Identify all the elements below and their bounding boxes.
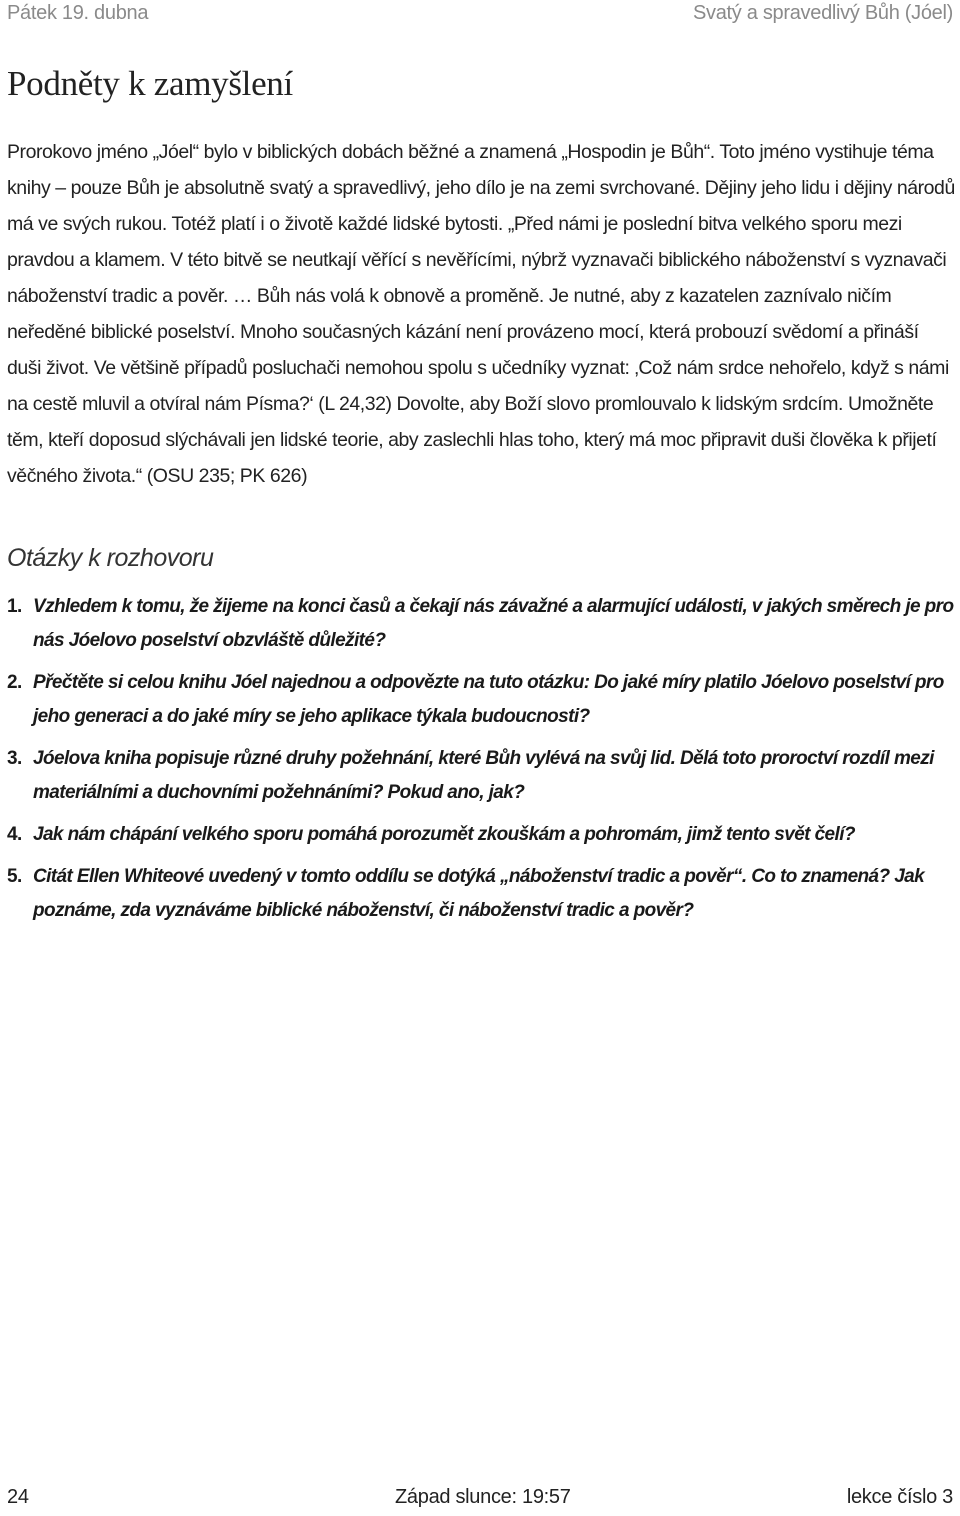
header-date: Pátek 19. dubna: [7, 2, 149, 24]
question-item: [7, 742, 955, 810]
question-number: 3.: [7, 748, 22, 769]
lesson-number: lekce číslo 3: [846, 1486, 953, 1508]
page-number: 24: [7, 1486, 29, 1508]
question-item: [7, 860, 955, 928]
question-item: [7, 818, 955, 852]
body-paragraph: Prorokovo jméno „Jóel“ bylo v biblických dobách běžné a znamená „Hospodin je Bůh“. Toto jméno vystihuje téma knihy – pouze Bůh je absolutně svatý a spravedlivý, jeho dílo je na zemi svrchované. Dějiny jeho lidu i dějiny národů má ve svých rukou. Totéž platí i o životě každé lidské bytosti. „Před námi je poslední bitva velkého sporu mezi pravdou a klamem. V této bitvě se neutkají věřící s nevěřícími, nýbrž vyznavači biblického náboženství s vyznavači náboženství tradic a pověr. … Bůh nás volá k obnově a proměně. Je nutné, aby z kazatelen zaznívalo ničím neředěné biblické poselství. Mnoho současných kázání není provázeno mocí, která probouzí svědomí a přináší duši život. Ve většině případů posluchači nemohou spolu s učedníky vyznat: ‚Což nám srdce nehořelo, když s námi na cestě mluvil a otvíral nám Písma?‘ (L 24,32) Dovolte, aby Boží slovo promlouvalo k lidským srdcím. Umožněte těm, kteří doposud slýchávali jen lidské teorie, aby zaslechli hlas toho, který má moc připravit duši člověka k přijetí věčného života.“ (OSU 235; PK 626): [7, 141, 955, 487]
question-text: Vzhledem k tomu, že žijeme na konci časů a čekají nás závažné a alarmující události, v jakých směrech je pro nás Jóelovo poselství obzvláště důležité?: [33, 596, 954, 651]
question-number: 2.: [7, 672, 22, 693]
questions-heading: Otázky k rozhovoru: [7, 544, 214, 572]
question-item: [7, 666, 955, 734]
question-number: 4.: [7, 824, 22, 845]
page-header: [7, 2, 953, 32]
question-item: [7, 590, 955, 658]
sunset-time: Západ slunce: 19:57: [395, 1486, 571, 1508]
question-text: Jóelova kniha popisuje různé druhy požehnání, které Bůh vylévá na svůj lid. Dělá toto proroctví rozdíl mezi materiálními a duchovními požehnáními? Pokud ano, jak?: [33, 748, 934, 803]
question-number: 1.: [7, 596, 22, 617]
header-lesson-title: Svatý a spravedlivý Bůh (Jóel): [692, 2, 953, 24]
question-text: Jak nám chápání velkého sporu pomáhá porozumět zkouškám a pohromám, jimž tento svět čelí?: [33, 824, 855, 845]
page-footer: [7, 1486, 953, 1516]
question-number: 5.: [7, 866, 22, 887]
question-text: Přečtěte si celou knihu Jóel najednou a odpovězte na tuto otázku: Do jaké míry platilo Jóelovo poselství pro jeho generaci a do jaké míry se jeho aplikace týkala budoucnosti?: [33, 672, 944, 727]
page-title: Podněty k zamyšlení: [7, 64, 293, 103]
questions-list: [7, 590, 955, 936]
question-text: Citát Ellen Whiteové uvedený v tomto oddílu se dotýká „náboženství tradic a pověr“. Co to znamená? Jak poznáme, zda vyznáváme biblické náboženství, či náboženství tradic a pověr?: [33, 866, 925, 921]
